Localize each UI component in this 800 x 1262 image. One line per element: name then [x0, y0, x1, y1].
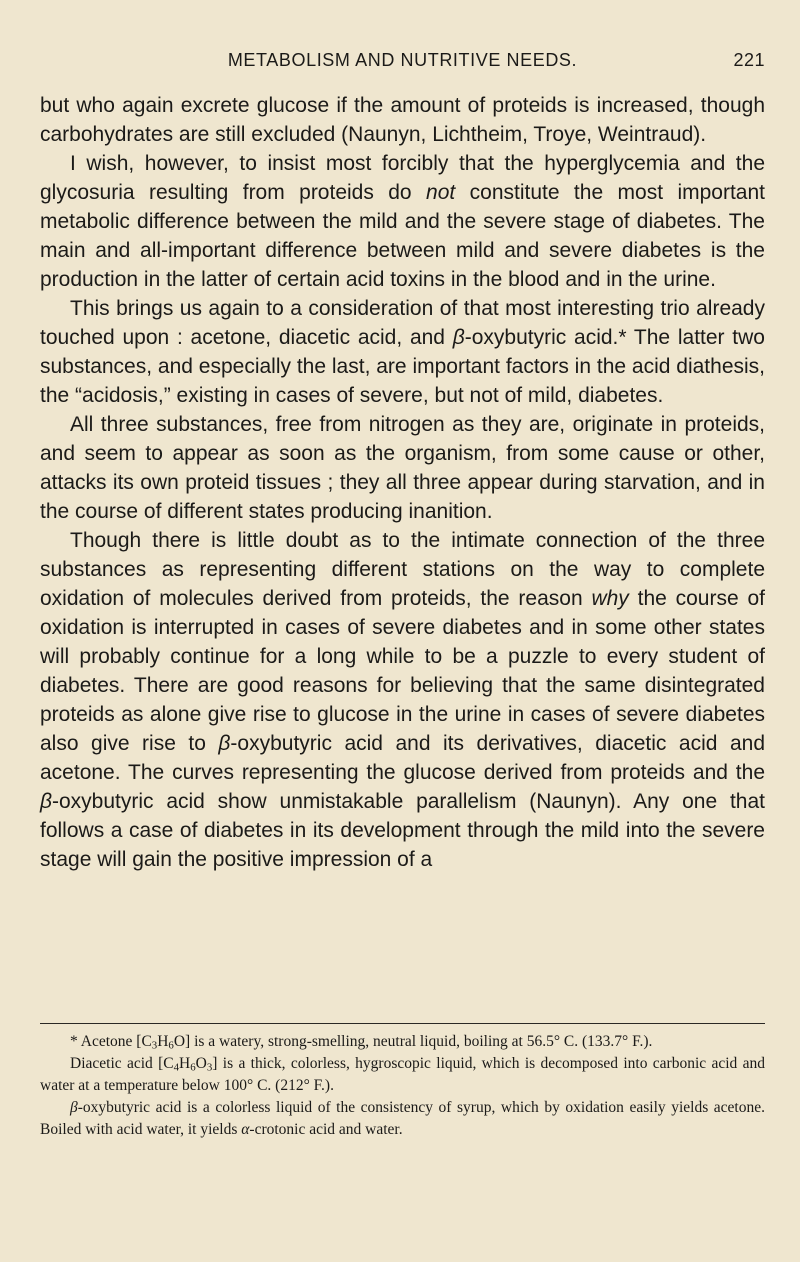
text-span: Diacetic acid [C	[70, 1055, 174, 1072]
text-span: I wish, however, to insist most forcibly that the hyperglycemia and the glycosuria resulting from proteids do	[40, 152, 765, 204]
paragraph	[40, 91, 765, 149]
text-span: -oxybutyric acid.* The latter two substances, and especially the last, are important factors in the acid diathesis, the “acidosis,” existing in cases of severe, but not of mild, diabetes.	[40, 326, 765, 407]
text-span: Though there is little doubt as to the intimate connection of the three substances as representing different stations on the way to complete oxidation of molecules derived from proteids, the reason	[40, 529, 765, 610]
text-span: but who again excrete glucose if the amount of proteids is increased, though carbohydrates are still excluded (Naunyn, Lichtheim, Troye, Weintraud).	[40, 94, 765, 146]
footnotes	[40, 1031, 765, 1141]
paragraph	[40, 294, 765, 410]
subscript: 3	[151, 1039, 158, 1052]
text-span: All three substances, free from nitrogen as they are, originate in proteids, and seem to appear as soon as the organism, from some cause or other, attacks its own proteid tissues ; they all three appear during starvation, and in the course of different states producing inanition.	[40, 413, 765, 523]
italic-span: β	[452, 326, 465, 349]
italic-span: β	[218, 732, 231, 755]
text-span: -oxybutyric acid is a colorless liquid of the consistency of syrup, which by oxidation easily yields acetone. Boiled with acid water, it yields	[40, 1099, 765, 1138]
running-title: METABOLISM AND NUTRITIVE NEEDS.	[227, 50, 578, 70]
text-span: the course of oxidation is interrupted in cases of severe diabetes and in some other states will probably continue for a long while to be a puzzle to every student of diabetes. There are good reasons for believing that the same disintegrated proteids as alone give rise to glucose in the urine in cases of severe diabetes also give rise to	[40, 587, 765, 755]
footnote-divider	[40, 1023, 765, 1024]
footnote	[40, 1031, 765, 1053]
subscript: 6	[190, 1061, 196, 1074]
text-span: * Acetone [C	[70, 1033, 152, 1050]
text-span: H	[179, 1055, 191, 1072]
paragraph	[40, 526, 765, 874]
text-span: O	[195, 1055, 207, 1072]
text-span: -oxybutyric acid and its derivatives, diacetic acid and acetone. The curves representing the glucose derived from proteids and the	[40, 732, 765, 784]
footnote	[40, 1097, 765, 1141]
text-span: ] is a thick, colorless, hygroscopic liquid, which is decomposed into carbonic acid and water at a temperature below 100° C. (212° F.).	[40, 1055, 766, 1094]
italic-span: why	[591, 587, 629, 610]
italic-span: α	[241, 1121, 250, 1138]
text-span: constitute the most important metabolic difference between the mild and the severe stage of diabetes. The main and all-important difference between mild and severe diabetes is the production in the latter of certain acid toxins in the blood and in the urine.	[40, 181, 765, 291]
footnote	[40, 1053, 765, 1097]
subscript: 4	[173, 1061, 180, 1074]
page-header	[40, 50, 765, 76]
italic-span: β	[70, 1099, 78, 1116]
paragraph	[40, 149, 765, 294]
page-number: 221	[733, 50, 765, 70]
italic-span: β	[40, 790, 52, 813]
text-span: -oxybutyric acid show unmistakable parallelism (Naunyn). Any one that follows a case of diabetes in its development through the mild into the severe stage will gain the positive impression of a	[40, 790, 765, 871]
subscript: 6	[168, 1039, 174, 1052]
text-span: This brings us again to a consideration of that most interesting trio already touched upon : acetone, diacetic acid, and	[40, 297, 765, 349]
paragraph	[40, 410, 765, 526]
text-span: O] is a watery, strong-smelling, neutral liquid, boiling at 56.5° C. (133.7° F.).	[173, 1033, 653, 1050]
text-span: H	[157, 1033, 169, 1050]
italic-span: not	[426, 181, 456, 204]
body-text	[40, 91, 765, 874]
text-span: -crotonic acid and water.	[249, 1121, 403, 1138]
subscript: 3	[206, 1061, 213, 1074]
